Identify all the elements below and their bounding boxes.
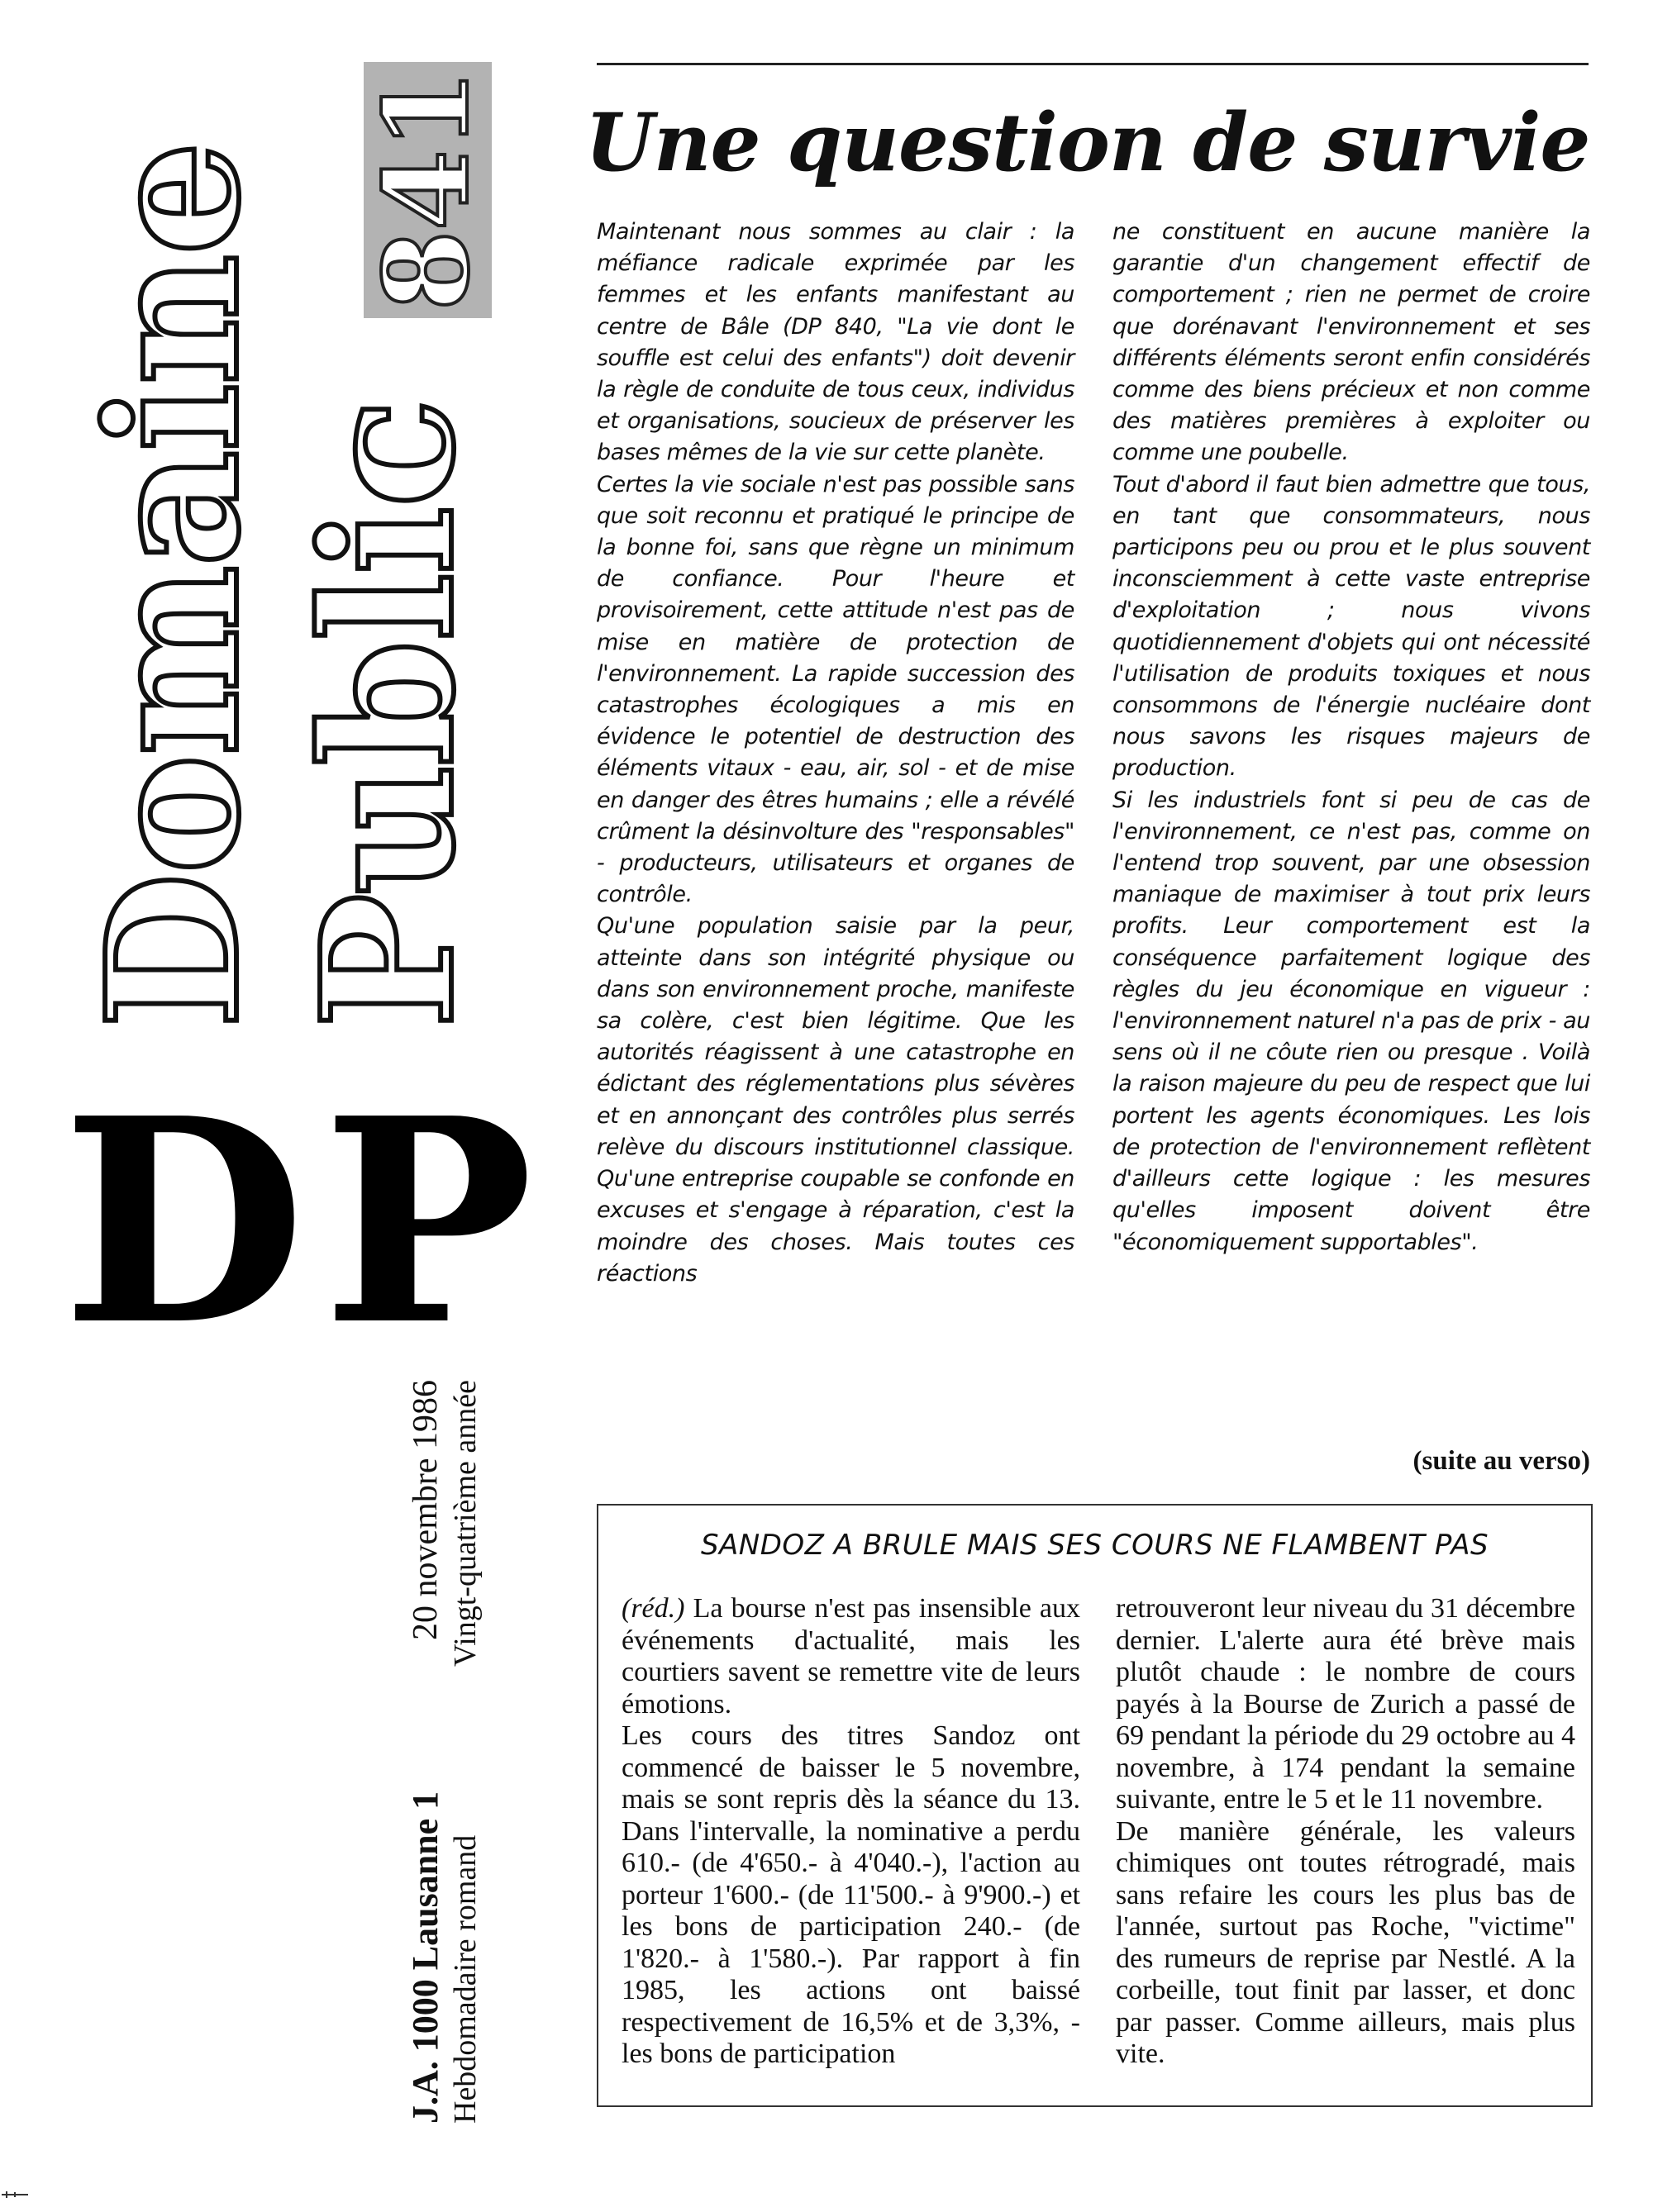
article-paragraph: Maintenant nous sommes au clair : la méfiance radicale exprimée par les femmes et les enfants manifestant au centre de Bâle (DP 840, "La vie dont le souffle est celui des enfants") doit devenir la règle de conduite de tous ceux, individus et organisations, soucieux de préserver les bases mêmes de la vie sur cette planète. — [597, 219, 1074, 466]
imprint-line-1 — [405, 1380, 446, 2124]
imprint-year: Vingt-quatrième année — [448, 1380, 483, 1667]
continued-note: (suite au verso) — [1412, 1446, 1590, 1476]
imprint-line-2 — [446, 1380, 484, 2124]
sandoz-paragraph: retrouveront leur niveau du 31 décembre dernier. L'alerte aura été brève mais plutôt chaude : le nombre de cours payés à la Bourse de Zurich a passé de 69 pendant la période du 29 octobre au 4 novembre, à 174 pendant la semaine suivante, entre le 5 et le 11 novembre. — [1116, 1593, 1575, 1815]
article-paragraph: Certes la vie sociale n'est pas possible sans que soit reconnu et pratiqué le principe de la bonne foi, sans que règne un minimum de confiance. Pour l'heure et provisoirement, cette attitude n'est pas de mise en matière de protection de l'environnement. La rapide succession des catastrophes écologiques a mis en évidence le potentiel de destruction des éléments vitaux - eau, air, sol - et de mise en danger des êtres humains ; elle a révélé crûment la désinvolture des "responsables" - producteurs, utilisateurs et organes de contrôle. — [597, 471, 1074, 908]
scan-mark-icon — [0, 2190, 30, 2200]
imprint-address: J.A. 1000 Lausanne 1 — [405, 1791, 445, 2124]
top-rule — [597, 63, 1589, 65]
imprint — [405, 1380, 496, 2124]
masthead-public: Public — [283, 399, 494, 1029]
sandoz-lead: La bourse n'est pas insensible aux événements d'actualité, mais les courtiers savent se remettre vite de leurs émotions. — [622, 1593, 1080, 1720]
article-paragraph: Qu'une population saisie par la peur, atteinte dans son intégrité physique ou dans son environnement proche, manifeste sa colère, c'est bien légitime. Que les autorités réagissent à une catastrophe en édictant des réglementations plus sévères et en annonçant des contrôles plus serrés relève du discours institutionnel classique. Qu'une entreprise coupable se confonde en excuses et s'engage à réparation, c'est la moindre des choses. Mais toutes ces réactions — [597, 913, 1074, 1287]
sandoz-paragraph: De manière générale, les valeurs chimiques ont toutes rétrogradé, mais sans refaire les cours les plus bas de l'année, surtout pas Roche, "victime" des rumeurs de reprise par Nestlé. A la corbeille, tout finit par lasser, et donc par passer. Comme ailleurs, mais plus vite. — [1116, 1815, 1575, 2069]
sandoz-title: SANDOZ A BRULE MAIS SES COURS NE FLAMBENT PAS — [700, 1529, 1489, 1562]
article-paragraph: Si les industriels font si peu de cas de l'environnement, ce n'est pas, comme on l'entend trop souvent, par une obsession maniaque de maximiser à tout prix leurs profits. Leur comportement est la conséquence parfaitement logique des règles du jeu économique en vigueur : l'environnement naturel n'a pas de prix - au sens où il ne côute rien ou presque . Voilà la raison majeure du peu de respect que lui portent les agents économiques. Les lois de protection de l'environnement reflètent d'ailleurs cette logique : les mesures qu'elles imposent doivent être "économiquement supportables". — [1112, 787, 1590, 1255]
imprint-date: 20 novembre 1986 — [407, 1380, 445, 1640]
article-column-1 — [597, 216, 1074, 1290]
article-column-2 — [1112, 216, 1590, 1258]
byline-red: (réd.) — [622, 1593, 685, 1624]
sandoz-column-1 — [622, 1593, 1080, 2071]
article-title: Une question de survie — [585, 96, 1590, 189]
article-paragraph: ne constituent en aucune manière la garantie d'un changement effectif de comportement ; rien ne permet de croire que dorénavant l'environnement et ses différents éléments seront enfin considérés comme des biens précieux et non comme des matières premières à exploiter ou comme une poubelle. — [1112, 219, 1590, 466]
sandoz-paragraph: Les cours des titres Sandoz ont commencé de baisser le 5 novembre, mais se sont repris dès la séance du 13. Dans l'intervalle, la nominative a perdu 610.- (de 4'650.- à 4'040.-), l'action au porteur 1'600.- (de 11'500.- à 9'900.-) et les bons de participation 240.- (de 1'820.- à 1'580.-). Par rapport à fin 1985, les actions ont baissé respectivement de 16,5% et de 3,3%, - les bons de participation — [622, 1720, 1080, 2069]
article-paragraph: Tout d'abord il faut bien admettre que tous, en tant que consommateurs, nous participons peu ou prou et le plus souvent inconsciemment à cette vaste entreprise d'exploitation ; nous vivons quotidiennement d'objets qui ont nécessité l'utilisation de produits toxiques et nous consommons de l'énergie nucléaire dont nous savons les risques majeurs de production. — [1112, 471, 1590, 782]
sandoz-paragraph — [622, 1593, 1080, 1720]
issue-number: 841 — [364, 62, 492, 318]
sandoz-column-2 — [1116, 1593, 1575, 2071]
imprint-frequency: Hebdomadaire romand — [448, 1834, 483, 2124]
sandoz-article-box — [597, 1504, 1593, 2107]
masthead-domaine: Domaine — [68, 142, 279, 1029]
masthead-dp-logo: DP — [62, 1058, 550, 1387]
